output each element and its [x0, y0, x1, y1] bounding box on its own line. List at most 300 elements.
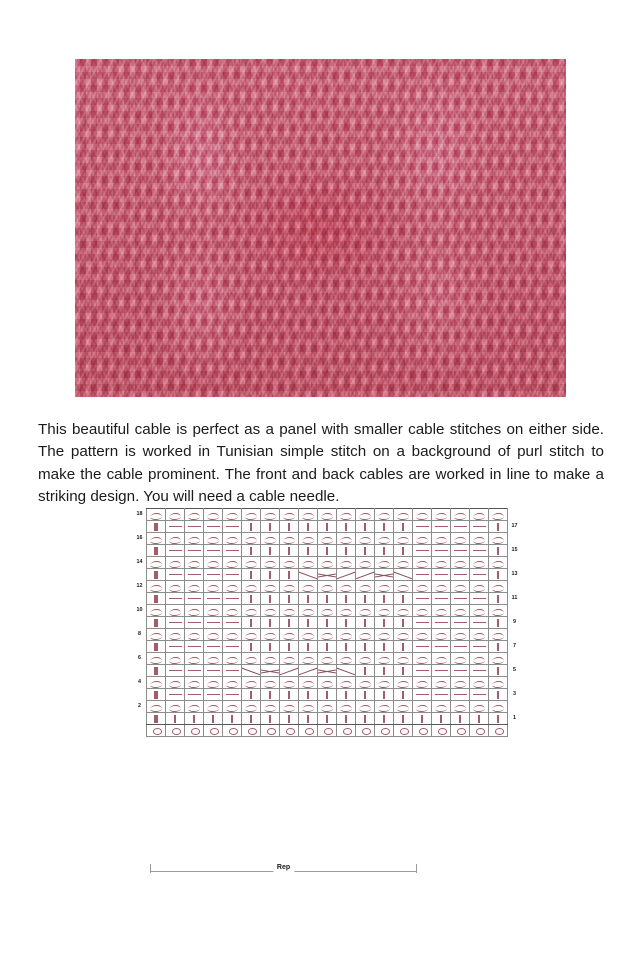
stitch-cell [299, 701, 318, 713]
stitch-cell [204, 629, 223, 641]
stitch-cell [432, 593, 451, 605]
stitch-cell [261, 557, 280, 569]
purl-stitch-symbol [185, 509, 203, 520]
row-number-left-empty [133, 593, 147, 605]
row-number-right-empty [508, 725, 522, 737]
stitch-cell [223, 713, 242, 725]
purl-stitch-symbol [470, 629, 488, 640]
stitch-cell [375, 593, 394, 605]
stitch-cell [375, 701, 394, 713]
tunisian-simple-stitch-symbol [337, 689, 355, 700]
stitch-cell [204, 701, 223, 713]
stitch-cell [242, 713, 261, 725]
row-number-left-empty [133, 689, 147, 701]
purl-stitch-symbol [204, 605, 222, 616]
stitch-cell [470, 701, 489, 713]
purl-stitch-symbol [318, 533, 336, 544]
purl-stitch-symbol [280, 509, 298, 520]
purl-bar-symbol [432, 665, 450, 676]
purl-stitch-symbol [185, 533, 203, 544]
stitch-cell [261, 581, 280, 593]
purl-stitch-symbol [432, 509, 450, 520]
purl-bar-symbol [185, 545, 203, 556]
tunisian-simple-stitch-symbol [280, 713, 298, 724]
stitch-cell [337, 533, 356, 545]
stitch-cell [394, 713, 413, 725]
stitch-cell [489, 713, 508, 725]
stitch-cell [413, 533, 432, 545]
purl-stitch-symbol [432, 605, 450, 616]
stitch-cell [337, 617, 356, 629]
stitch-cell [470, 665, 489, 677]
stitch-cell [413, 701, 432, 713]
purl-bar-symbol [204, 593, 222, 604]
purl-stitch-symbol [375, 677, 393, 688]
stitch-cell [394, 557, 413, 569]
stitch-chart-row [133, 677, 521, 689]
purl-stitch-symbol [394, 677, 412, 688]
purl-bar-symbol [166, 593, 184, 604]
tunisian-simple-stitch-symbol [318, 521, 336, 532]
purl-stitch-symbol [166, 581, 184, 592]
tunisian-simple-stitch-symbol [489, 713, 507, 724]
row-number-left-empty [133, 713, 147, 725]
tunisian-simple-stitch-symbol [280, 641, 298, 652]
stitch-chart-row [133, 713, 521, 725]
stitch-cell [451, 581, 470, 593]
stitch-cell [356, 713, 375, 725]
stitch-cell [356, 689, 375, 701]
purl-bar-symbol [204, 521, 222, 532]
stitch-cell [432, 581, 451, 593]
stitch-cell [318, 629, 337, 641]
purl-bar-symbol [223, 545, 241, 556]
cable-cross-symbol [394, 569, 412, 580]
stitch-cell [280, 605, 299, 617]
tunisian-simple-stitch-symbol [261, 593, 279, 604]
stitch-cell [356, 545, 375, 557]
purl-bar-symbol [204, 665, 222, 676]
purl-stitch-symbol [223, 557, 241, 568]
purl-stitch-symbol [242, 581, 260, 592]
stitch-cell [299, 641, 318, 653]
purl-stitch-symbol [223, 677, 241, 688]
stitch-cell [356, 641, 375, 653]
stitch-cell [185, 581, 204, 593]
tunisian-simple-stitch-symbol [375, 617, 393, 628]
purl-stitch-symbol [204, 557, 222, 568]
purl-stitch-symbol [356, 677, 374, 688]
purl-stitch-symbol [299, 581, 317, 592]
stitch-cell [432, 617, 451, 629]
stitch-cell [204, 689, 223, 701]
purl-stitch-symbol [413, 533, 431, 544]
stitch-cell [280, 593, 299, 605]
row-number-right: 11 [511, 594, 518, 601]
stitch-cell [204, 557, 223, 569]
purl-bar-symbol [166, 641, 184, 652]
purl-bar-symbol [223, 617, 241, 628]
cable-cross-symbol [299, 665, 317, 676]
purl-stitch-symbol [147, 557, 165, 568]
stitch-cell [280, 533, 299, 545]
purl-bar-symbol [185, 665, 203, 676]
tunisian-simple-stitch-symbol [375, 593, 393, 604]
purl-stitch-symbol [261, 557, 279, 568]
stitch-cell [204, 533, 223, 545]
purl-bar-symbol [166, 569, 184, 580]
stitch-cell [242, 509, 261, 521]
stitch-cell [394, 569, 413, 581]
tunisian-simple-stitch-symbol [318, 713, 336, 724]
stitch-chart-grid [133, 508, 521, 737]
stitch-cell [242, 581, 261, 593]
stitch-cell [223, 653, 242, 665]
row-number-right: 3 [513, 690, 516, 697]
stitch-cell [318, 617, 337, 629]
stitch-cell [375, 545, 394, 557]
chain-stitch-symbol [413, 725, 431, 736]
stitch-cell [166, 569, 185, 581]
purl-stitch-symbol [432, 557, 450, 568]
stitch-cell [242, 533, 261, 545]
stitch-cell [432, 521, 451, 533]
purl-stitch-symbol [261, 701, 279, 712]
stitch-cell [432, 689, 451, 701]
row-number-right-empty [508, 701, 522, 713]
stitch-cell [204, 581, 223, 593]
stitch-cell [489, 605, 508, 617]
purl-stitch-symbol [223, 653, 241, 664]
stitch-cell [394, 689, 413, 701]
tunisian-simple-stitch-symbol [375, 521, 393, 532]
stitch-cell [489, 533, 508, 545]
stitch-cell [185, 557, 204, 569]
stitch-cell [489, 569, 508, 581]
purl-stitch-symbol [489, 533, 507, 544]
tunisian-simple-stitch-symbol [394, 689, 412, 700]
purl-bar-symbol [432, 545, 450, 556]
purl-stitch-symbol [337, 581, 355, 592]
purl-bar-symbol [470, 617, 488, 628]
tunisian-simple-stitch-symbol [394, 545, 412, 556]
stitch-cell [337, 557, 356, 569]
purl-stitch-symbol [451, 701, 469, 712]
purl-stitch-symbol [299, 533, 317, 544]
edge-stitch-symbol [147, 641, 165, 652]
stitch-cell [147, 641, 166, 653]
cable-cross-symbol [337, 665, 355, 676]
stitch-cell [375, 533, 394, 545]
row-number-left-empty [133, 521, 147, 533]
stitch-cell [413, 677, 432, 689]
purl-stitch-symbol [223, 533, 241, 544]
purl-stitch-symbol [299, 509, 317, 520]
purl-stitch-symbol [318, 629, 336, 640]
tunisian-simple-stitch-symbol [280, 545, 298, 556]
stitch-cell [318, 713, 337, 725]
stitch-cell [356, 653, 375, 665]
purl-bar-symbol [166, 665, 184, 676]
purl-stitch-symbol [489, 605, 507, 616]
stitch-cell [318, 521, 337, 533]
row-number-right-empty [508, 677, 522, 689]
purl-stitch-symbol [261, 509, 279, 520]
tunisian-simple-stitch-symbol [337, 593, 355, 604]
stitch-cell [261, 629, 280, 641]
stitch-cell [470, 629, 489, 641]
stitch-cell [223, 581, 242, 593]
stitch-cell [280, 689, 299, 701]
purl-stitch-symbol [242, 605, 260, 616]
stitch-cell [432, 533, 451, 545]
tunisian-simple-stitch-symbol [318, 617, 336, 628]
tunisian-simple-stitch-symbol [489, 689, 507, 700]
purl-stitch-symbol [147, 629, 165, 640]
stitch-cell [223, 605, 242, 617]
purl-bar-symbol [413, 641, 431, 652]
stitch-cell [451, 701, 470, 713]
stitch-cell [185, 593, 204, 605]
purl-stitch-symbol [204, 653, 222, 664]
stitch-cell [147, 677, 166, 689]
stitch-cell [375, 557, 394, 569]
stitch-cell [375, 581, 394, 593]
row-number-right: 7 [513, 642, 516, 649]
purl-bar-symbol [432, 569, 450, 580]
stitch-cell [318, 641, 337, 653]
stitch-cell [337, 677, 356, 689]
purl-stitch-symbol [451, 581, 469, 592]
purl-stitch-symbol [166, 605, 184, 616]
purl-stitch-symbol [280, 701, 298, 712]
stitch-cell [280, 701, 299, 713]
stitch-cell [242, 605, 261, 617]
stitch-cell [280, 665, 299, 677]
chain-stitch-symbol [451, 725, 469, 736]
row-number-right-empty [508, 581, 522, 593]
stitch-chart-row [133, 593, 521, 605]
row-number-left-empty [133, 617, 147, 629]
purl-stitch-symbol [394, 653, 412, 664]
purl-stitch-symbol [204, 629, 222, 640]
tunisian-simple-stitch-symbol [261, 641, 279, 652]
stitch-cell [280, 569, 299, 581]
purl-stitch-symbol [375, 557, 393, 568]
purl-stitch-symbol [261, 533, 279, 544]
purl-bar-symbol [223, 689, 241, 700]
stitch-cell [299, 629, 318, 641]
stitch-cell [470, 569, 489, 581]
stitch-cell [261, 641, 280, 653]
stitch-cell [204, 677, 223, 689]
stitch-cell [223, 665, 242, 677]
stitch-cell [489, 665, 508, 677]
chain-stitch-symbol [394, 725, 412, 736]
stitch-cell [356, 533, 375, 545]
purl-stitch-symbol [185, 605, 203, 616]
purl-stitch-symbol [375, 581, 393, 592]
stitch-cell [318, 569, 337, 581]
chain-stitch-symbol [223, 725, 241, 736]
stitch-cell [356, 665, 375, 677]
stitch-cell [394, 725, 413, 737]
stitch-cell [432, 677, 451, 689]
stitch-cell [280, 617, 299, 629]
purl-stitch-symbol [489, 701, 507, 712]
stitch-cell [356, 677, 375, 689]
purl-stitch-symbol [242, 653, 260, 664]
purl-stitch-symbol [147, 653, 165, 664]
stitch-cell [280, 545, 299, 557]
stitch-cell [261, 569, 280, 581]
purl-stitch-symbol [261, 653, 279, 664]
stitch-cell [261, 677, 280, 689]
stitch-cell [299, 617, 318, 629]
stitch-cell [375, 653, 394, 665]
stitch-cell [413, 545, 432, 557]
stitch-chart-row [133, 557, 521, 569]
tunisian-simple-stitch-symbol [356, 641, 374, 652]
stitch-cell [223, 593, 242, 605]
stitch-cell [185, 605, 204, 617]
purl-stitch-symbol [394, 557, 412, 568]
purl-stitch-symbol [147, 533, 165, 544]
stitch-cell [280, 725, 299, 737]
stitch-cell [413, 641, 432, 653]
stitch-cell [356, 701, 375, 713]
stitch-cell [337, 581, 356, 593]
purl-bar-symbol [204, 689, 222, 700]
tunisian-simple-stitch-symbol [451, 713, 469, 724]
row-number-right: 13 [511, 570, 518, 577]
purl-stitch-symbol [413, 677, 431, 688]
stitch-cell [451, 617, 470, 629]
purl-stitch-symbol [204, 701, 222, 712]
purl-bar-symbol [413, 689, 431, 700]
purl-bar-symbol [223, 641, 241, 652]
tunisian-simple-stitch-symbol [375, 689, 393, 700]
stitch-cell [413, 569, 432, 581]
row-number-right-empty [508, 629, 522, 641]
stitch-cell [356, 581, 375, 593]
stitch-cell [166, 617, 185, 629]
purl-stitch-symbol [356, 557, 374, 568]
purl-stitch-symbol [337, 509, 355, 520]
purl-stitch-symbol [375, 605, 393, 616]
stitch-cell [261, 617, 280, 629]
purl-stitch-symbol [451, 509, 469, 520]
stitch-cell [356, 605, 375, 617]
stitch-cell [185, 569, 204, 581]
purl-stitch-symbol [242, 533, 260, 544]
stitch-cell [337, 605, 356, 617]
repeat-bracket-tick-right [416, 864, 417, 873]
stitch-cell [242, 677, 261, 689]
stitch-cell [280, 521, 299, 533]
swatch-photo [75, 59, 566, 397]
stitch-cell [489, 545, 508, 557]
stitch-cell [280, 641, 299, 653]
stitch-cell [470, 509, 489, 521]
stitch-cell [299, 653, 318, 665]
stitch-cell [451, 533, 470, 545]
purl-bar-symbol [204, 569, 222, 580]
purl-stitch-symbol [470, 605, 488, 616]
cable-cross-symbol [299, 569, 317, 580]
stitch-cell [394, 521, 413, 533]
stitch-cell [261, 725, 280, 737]
stitch-cell [318, 653, 337, 665]
tunisian-simple-stitch-symbol [489, 521, 507, 532]
purl-stitch-symbol [489, 557, 507, 568]
stitch-cell [470, 641, 489, 653]
purl-stitch-symbol [356, 509, 374, 520]
edge-stitch-symbol [147, 569, 165, 580]
tunisian-simple-stitch-symbol [356, 713, 374, 724]
stitch-cell [394, 677, 413, 689]
stitch-cell [394, 641, 413, 653]
purl-stitch-symbol [451, 557, 469, 568]
tunisian-simple-stitch-symbol [375, 545, 393, 556]
stitch-cell [166, 689, 185, 701]
stitch-cell [185, 665, 204, 677]
stitch-cell [394, 617, 413, 629]
stitch-cell [489, 677, 508, 689]
row-number-right-empty [508, 557, 522, 569]
purl-bar-symbol [451, 617, 469, 628]
row-number-right-empty [508, 605, 522, 617]
purl-stitch-symbol [356, 629, 374, 640]
tunisian-simple-stitch-symbol [375, 641, 393, 652]
stitch-cell [413, 605, 432, 617]
purl-stitch-symbol [356, 701, 374, 712]
stitch-cell [166, 725, 185, 737]
purl-stitch-symbol [432, 533, 450, 544]
stitch-cell [451, 593, 470, 605]
stitch-cell [147, 593, 166, 605]
stitch-cell [413, 689, 432, 701]
stitch-cell [223, 689, 242, 701]
tunisian-simple-stitch-symbol [394, 641, 412, 652]
purl-stitch-symbol [489, 629, 507, 640]
stitch-cell [337, 641, 356, 653]
purl-stitch-symbol [451, 605, 469, 616]
purl-stitch-symbol [394, 701, 412, 712]
cable-cross-symbol [318, 665, 336, 676]
purl-bar-symbol [204, 617, 222, 628]
chain-stitch-symbol [242, 725, 260, 736]
stitch-chart-row [133, 689, 521, 701]
tunisian-simple-stitch-symbol [356, 689, 374, 700]
stitch-cell [242, 593, 261, 605]
chain-stitch-symbol [261, 725, 279, 736]
purl-stitch-symbol [147, 581, 165, 592]
row-number-right: 5 [513, 666, 516, 673]
tunisian-simple-stitch-symbol [242, 569, 260, 580]
pattern-description-text: This beautiful cable is perfect as a panel with smaller cable stitches on either side. The pattern is worked in Tunisian simple stitch on a background of purl stitch to make the cable prominent. The front and back cables are worked in line to make a striking design. You will need a cable needle. [38, 421, 604, 505]
repeat-bracket-tick-left [150, 864, 151, 873]
stitch-cell [204, 593, 223, 605]
stitch-chart-row [133, 533, 521, 545]
stitch-cell [185, 653, 204, 665]
purl-stitch-symbol [166, 677, 184, 688]
stitch-cell [489, 689, 508, 701]
stitch-cell [185, 533, 204, 545]
purl-stitch-symbol [166, 509, 184, 520]
tunisian-simple-stitch-symbol [280, 521, 298, 532]
stitch-cell [432, 641, 451, 653]
